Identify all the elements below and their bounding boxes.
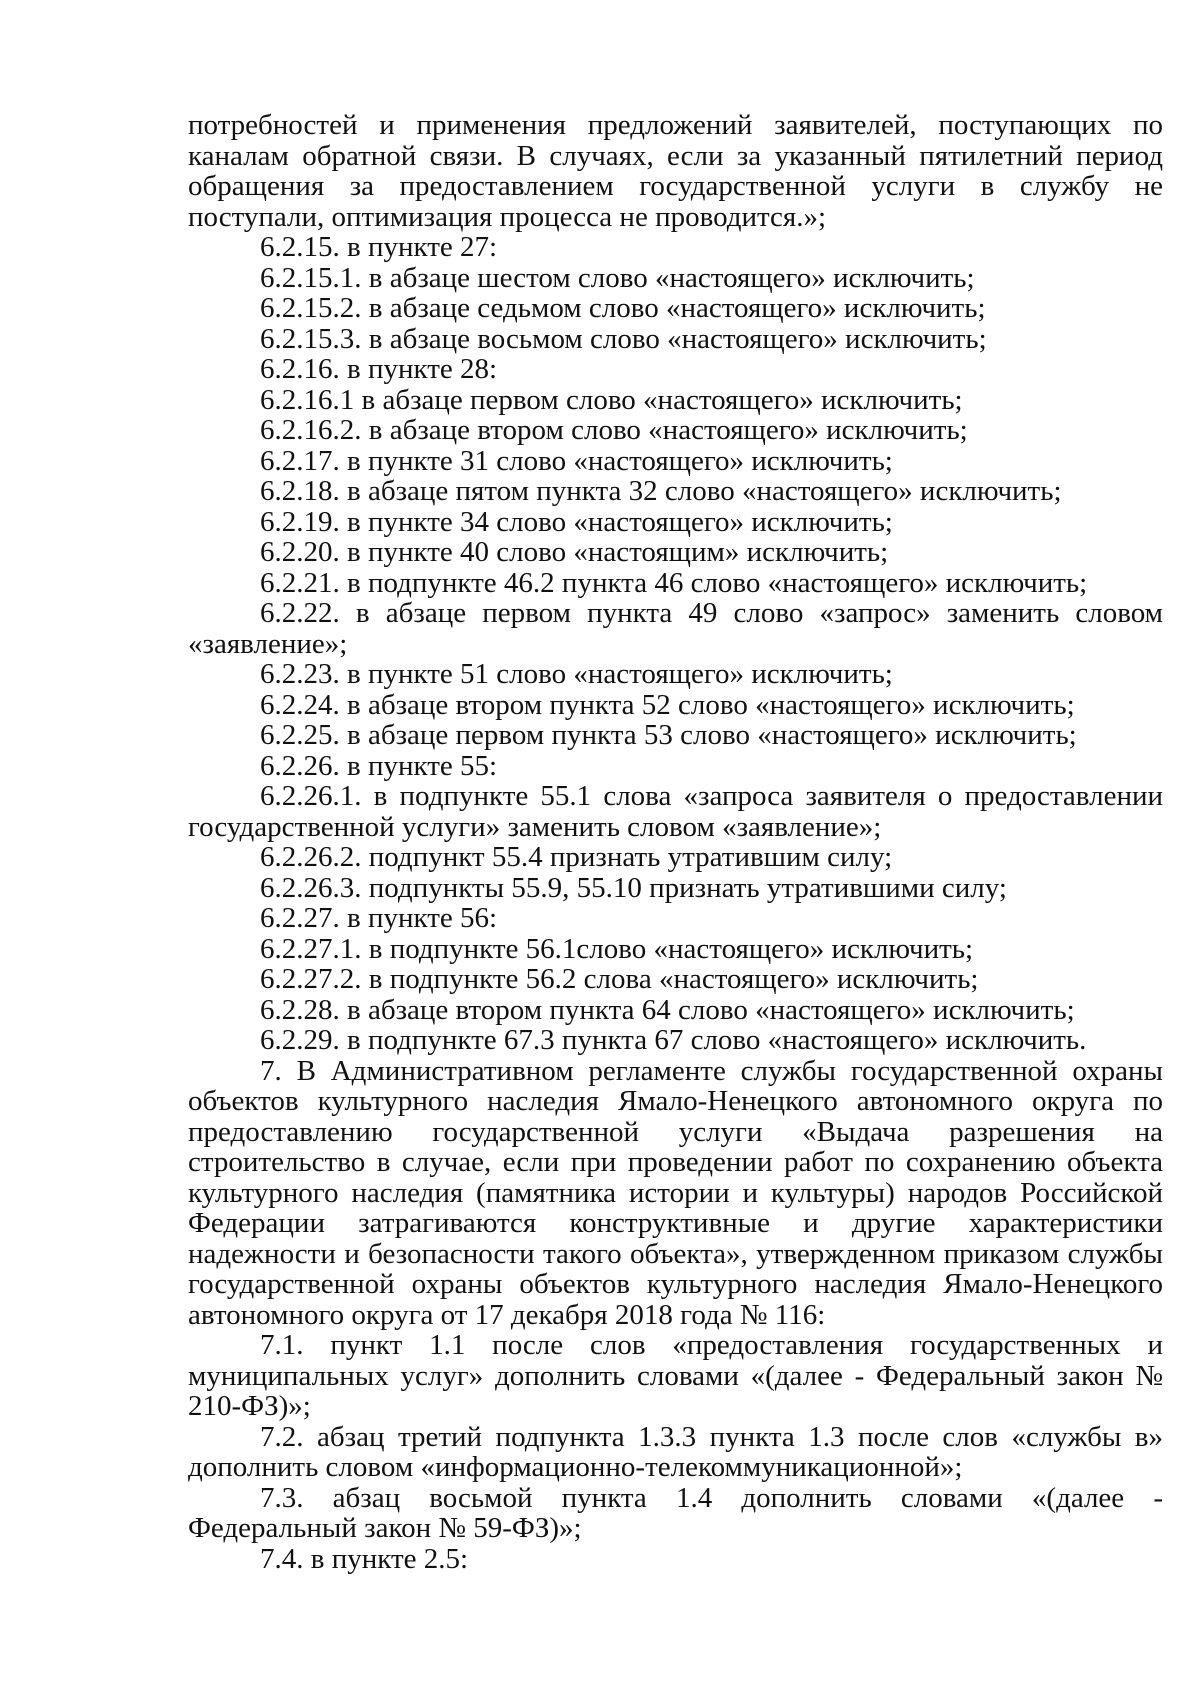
list-item: 6.2.29. в подпункте 67.3 пункта 67 слово «настоящего» исключить.	[260, 1024, 1087, 1056]
paragraph-continuation: потребностей и применения предложений заявителей, поступающих по каналам обратной связи. В случаях, если за указанный пятилетний период обращения за предоставлением государственной услуги в службу не поступали, оптимизация процесса не проводится.»;	[188, 109, 1163, 233]
paragraph: 7. В Административном регламенте службы государственной охраны объектов культурного наследия Ямало-Ненецкого автономного округа по предоставлению государственной услуги «Выдача разрешения на строительство в случае, если при проведении работ по сохранению объекта культурного наследия (памятника истории и культуры) народов Российской Федерации затрагиваются конструктивные и другие характеристики надежности и безопасности такого объекта», утвержденном приказом службы государственной охраны объектов культурного наследия Ямало-Ненецкого автономного округа от 17 декабря 2018 года № 116:	[188, 1054, 1163, 1331]
list-item: 6.2.21. в подпункте 46.2 пункта 46 слово «настоящего» исключить;	[260, 566, 1088, 599]
list-item: 6.2.26.3. подпункты 55.9, 55.10 признать утратившими силу;	[260, 871, 1007, 904]
list-item: 6.2.28. в абзаце втором пункта 64 слово «настоящего» исключить;	[260, 993, 1075, 1026]
list-item: 6.2.17. в пункте 31 слово «настоящего» исключить;	[260, 444, 893, 477]
list-item: 6.2.15. в пункте 27:	[260, 231, 498, 263]
list-item: 6.2.26.2. подпункт 55.4 признать утратившим силу;	[260, 841, 893, 873]
list-item: 6.2.15.2. в абзаце седьмом слово «настоящего» исключить;	[260, 292, 986, 324]
list-item: 6.2.15.3. в абзаце восьмом слово «настоящего» исключить;	[260, 322, 987, 355]
list-item: 6.2.26. в пункте 55:	[260, 749, 498, 782]
list-item: 7.4. в пункте 2.5:	[260, 1542, 469, 1575]
list-item: 6.2.16.2. в абзаце втором слово «настоящего» исключить;	[260, 414, 968, 446]
list-item: 6.2.18. в абзаце пятом пункта 32 слово «настоящего» исключить;	[260, 475, 1062, 507]
paragraph: 6.2.26.1. в подпункте 55.1 слова «запроса заявителя о предоставлении государственной услуги» заменить словом «заявление»;	[188, 780, 1163, 843]
list-item: 6.2.15.1. в абзаце шестом слово «настоящего» исключить;	[260, 261, 975, 294]
list-item: 6.2.27.1. в подпункте 56.1слово «настоящего» исключить;	[260, 932, 974, 965]
document-body	[188, 110, 1163, 1574]
list-item: 6.2.20. в пункте 40 слово «настоящим» исключить;	[260, 536, 889, 568]
list-item: 6.2.25. в абзаце первом пункта 53 слово «настоящего» исключить;	[260, 719, 1077, 751]
list-item: 6.2.24. в абзаце втором пункта 52 слово «настоящего» исключить;	[260, 688, 1075, 721]
paragraph: 7.3. абзац восьмой пункта 1.4 дополнить словами «(далее - Федеральный закон № 59-ФЗ)»;	[188, 1481, 1163, 1544]
list-item: 6.2.23. в пункте 51 слово «настоящего» исключить;	[260, 658, 893, 690]
paragraph: 7.1. пункт 1.1 после слов «предоставления государственных и муниципальных услуг» дополнить словами «(далее - Федеральный закон № 210-ФЗ)»;	[188, 1329, 1163, 1422]
paragraph: 6.2.22. в абзаце первом пункта 49 слово «запрос» заменить словом «заявление»;	[188, 597, 1163, 660]
list-item: 6.2.27. в пункте 56:	[260, 902, 498, 934]
list-item: 6.2.19. в пункте 34 слово «настоящего» исключить;	[260, 505, 893, 538]
list-item: 6.2.16.1 в абзаце первом слово «настоящего» исключить;	[260, 383, 963, 416]
list-item: 6.2.16. в пункте 28:	[260, 353, 498, 385]
paragraph: 7.2. абзац третий подпункта 1.3.3 пункта 1.3 после слов «службы в» дополнить словом «информационно-телекоммуникационной»;	[188, 1420, 1163, 1483]
list-item: 6.2.27.2. в подпункте 56.2 слова «настоящего» исключить;	[260, 963, 979, 995]
